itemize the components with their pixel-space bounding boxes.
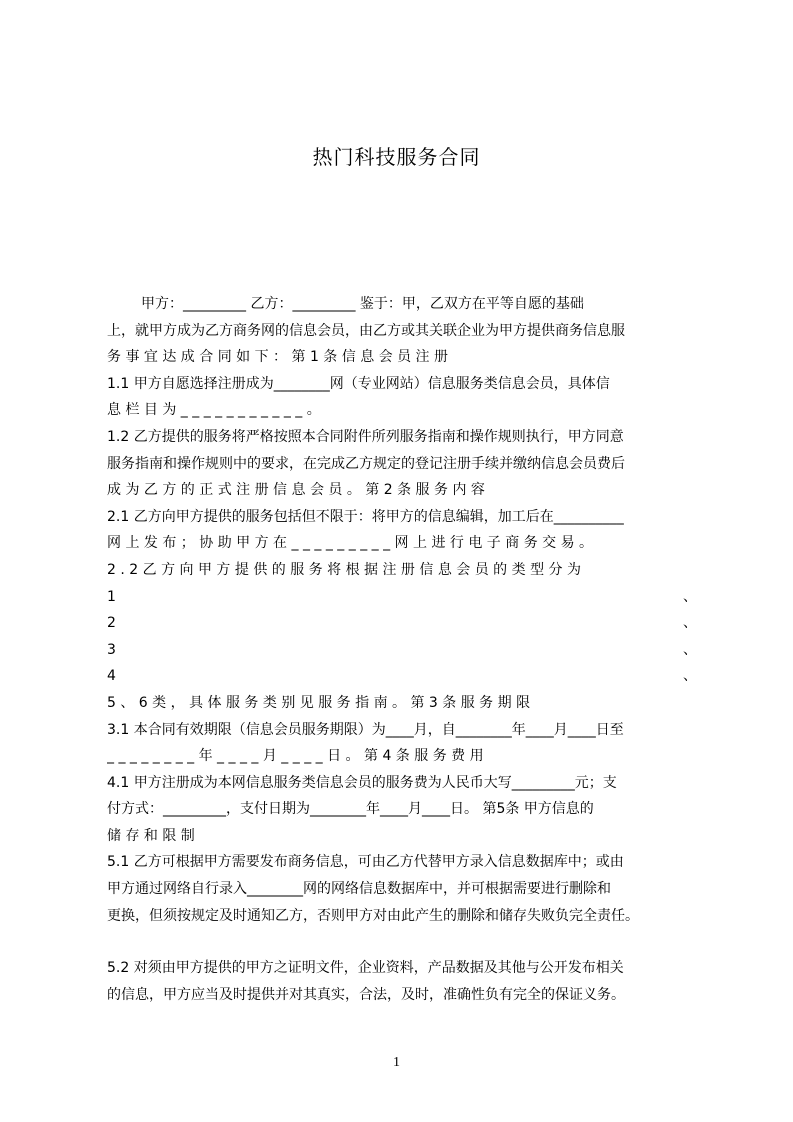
list-number: 4 xyxy=(107,668,116,685)
list-item xyxy=(107,637,697,664)
text-line: 储 存 和 限 制 xyxy=(107,827,195,844)
text-line: 服务指南和操作规则中的要求，在完成乙方规定的登记注册手续并缴纳信息会员费后 xyxy=(107,455,625,472)
list-item xyxy=(107,610,697,637)
text-line: 5.2 对须由甲方提供的甲方之证明文件，企业资料，产品数据及其他与公开发布相关 xyxy=(107,960,624,977)
text-line: 甲方通过网络自行录入________网的网络信息数据库中，并可根据需要进行删除和 xyxy=(107,881,611,898)
text-line: 付方式：_________，支付日期为________年____月____日。 第5条 甲方信息的 xyxy=(107,801,594,818)
text-line: 网 上 发 布 ； 协 助 甲 方 在 _ _ _ _ _ _ _ _ _ 网 上 进 行 电 子 商 务 交 易 。 xyxy=(107,535,594,552)
list-separator: 、 xyxy=(683,668,697,685)
text-line: 1.2 乙方提供的服务将严格按照本合同附件所列服务指南和操作规则执行，甲方同意 xyxy=(107,428,624,445)
text-line: 甲方：_________ 乙方：_________ 鉴于：甲，乙双方在平等自愿的基础 xyxy=(141,296,584,312)
text-line: _ _ _ _ _ _ _ _ 年 _ _ _ _ 月 _ _ _ _ 日 。 第 4 条 服 务 费 用 xyxy=(107,748,484,765)
text-line: 的信息，甲方应当及时提供并对其真实，合法，及时，准确性负有完全的保证义务。 xyxy=(107,986,625,1003)
text-line: 成 为 乙 方 的 正 式 注 册 信 息 会 员 。 第 2 条 服 务 内 容 xyxy=(107,482,485,499)
list-number: 1 xyxy=(107,588,116,605)
text-line: 4.1 甲方注册成为本网信息服务类信息会员的服务费为人民币大写_________元；支 xyxy=(107,774,617,791)
list-number: 3 xyxy=(107,641,116,658)
paragraph-gap xyxy=(107,929,697,955)
list-item xyxy=(107,663,697,690)
text-line: 2.1 乙方向甲方提供的服务包括但不限于：将甲方的信息编辑，加工后在__________ xyxy=(107,508,624,525)
text-line: 3.1 本合同有效期限（信息会员服务期限）为____月，自________年____月____日至 xyxy=(107,721,624,738)
page-number: 1 xyxy=(393,1055,400,1070)
text-line: 更换，但须按规定及时通知乙方，否则甲方对由此产生的删除和储存失败负完全责任。 xyxy=(107,907,639,924)
document-title: 热门科技服务合同 xyxy=(312,145,481,169)
text-line: 1.1 甲方自愿选择注册成为________网（专业网站）信息服务类信息会员，具体信 xyxy=(107,375,610,392)
text-line: 上，就甲方成为乙方商务网的信息会员，由乙方或其关联企业为甲方提供商务信息服 xyxy=(107,322,625,339)
text-line: 2 . 2 乙 方 向 甲 方 提 供 的 服 务 将 根 据 注 册 信 息 会 员 的 类 型 分 为 xyxy=(107,561,581,578)
list-item xyxy=(107,584,697,611)
text-line: 5 、 6 类 ， 具 体 服 务 类 别 见 服 务 指 南 。 第 3 条 服 务 期 限 xyxy=(107,694,531,711)
list-separator: 、 xyxy=(683,588,697,605)
list-separator: 、 xyxy=(683,641,697,658)
list-separator: 、 xyxy=(683,615,697,632)
contract-body xyxy=(107,291,697,1011)
list-number: 2 xyxy=(107,615,116,632)
text-line: 息 栏 目 为 _ _ _ _ _ _ _ _ _ _ _ 。 xyxy=(107,402,321,419)
text-line: 5.1 乙方可根据甲方需要发布商务信息，可由乙方代替甲方录入信息数据库中；或由 xyxy=(107,854,624,871)
text-line: 务 事 宜 达 成 合 同 如 下 ： 第 1 条 信 息 会 员 注 册 xyxy=(107,349,449,366)
